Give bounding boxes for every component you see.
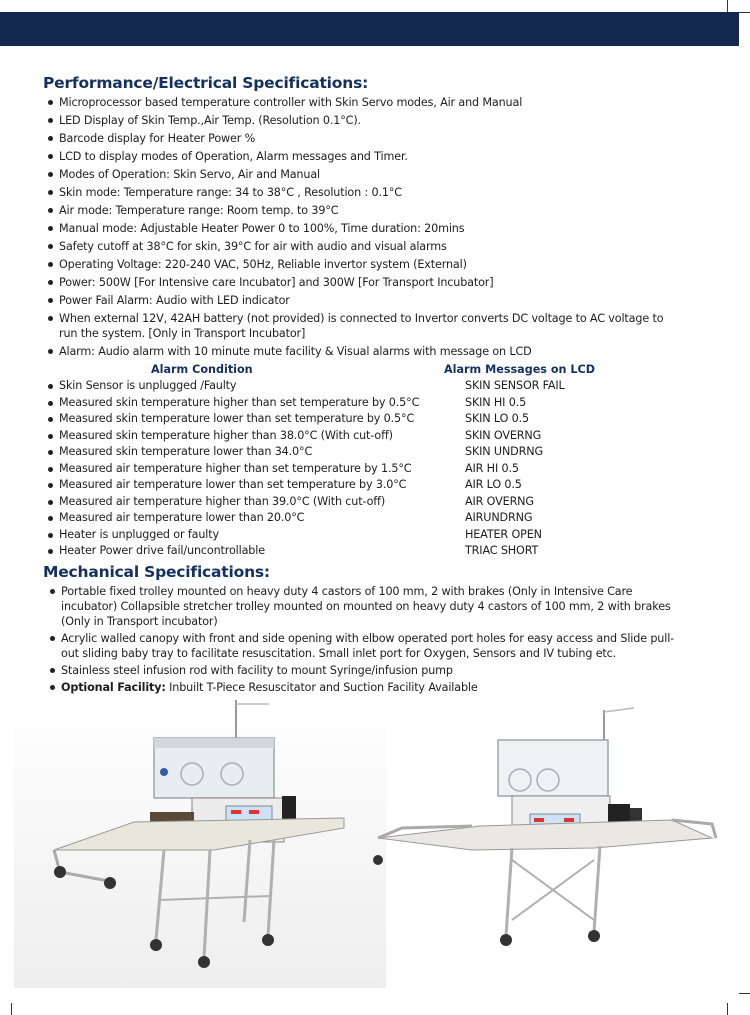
list-item: Barcode display for Heater Power % — [43, 131, 683, 146]
alarm-condition-header: Alarm Condition — [151, 363, 253, 376]
optional-facility-label: Optional Facility: — [61, 681, 166, 694]
list-item: Stainless steel infusion rod with facility to mount Syringe/infusion pump — [48, 663, 678, 678]
alarm-condition: Measured skin temperature lower than 34.0°C — [59, 445, 313, 458]
alarm-message: SKIN LO 0.5 — [465, 412, 529, 425]
list-item: Acrylic walled canopy with front and side opening with elbow operated port holes for easy access and Slide pull-out sliding baby tray to facilitate resuscitation. Small inlet port for Oxygen, Sensors and IV tubing etc. — [48, 631, 678, 661]
list-item: When external 12V, 42AH battery (not provided) is connected to Invertor converts DC voltage to AC voltage to run the system. [Only in Transport Incubator] — [43, 311, 679, 341]
list-item: Portable fixed trolley mounted on heavy duty 4 castors of 100 mm, 2 with brakes (Only in Intensive Care incubator) Collapsible stretcher trolley mounted on mounted on heavy duty 4 castors of 100 mm, 2 with brakes (Only in Transport incubator) — [48, 584, 678, 629]
alarm-row — [43, 429, 663, 446]
alarm-message: SKIN SENSOR FAIL — [465, 379, 565, 392]
alarm-row — [43, 379, 663, 396]
alarm-row — [43, 445, 663, 462]
alarm-row — [43, 495, 663, 512]
alarm-condition: Measured skin temperature higher than set temperature by 0.5°C — [59, 395, 420, 409]
crop-mark — [739, 993, 750, 994]
alarm-message: AIR OVERNG — [465, 494, 534, 508]
list-item: Modes of Operation: Skin Servo, Air and Manual — [43, 167, 683, 182]
alarm-message-header: Alarm Messages on LCD — [444, 363, 596, 376]
mechanical-title: Mechanical Specifications: — [43, 563, 270, 581]
alarm-row — [43, 396, 663, 413]
performance-list — [43, 95, 683, 362]
alarm-row — [43, 412, 663, 429]
crop-mark — [727, 0, 728, 12]
crop-mark — [727, 1003, 728, 1015]
alarm-condition: Measured air temperature lower than 20.0°C — [59, 511, 305, 524]
header-bar — [0, 12, 739, 46]
mechanical-list — [48, 584, 678, 697]
performance-title: Performance/Electrical Specifications: — [43, 74, 369, 92]
list-item: Power Fail Alarm: Audio with LED indicator — [43, 293, 683, 308]
alarm-row — [43, 544, 663, 561]
alarm-row — [43, 462, 663, 479]
alarm-message: SKIN HI 0.5 — [465, 395, 527, 409]
incubator-trolley-photo-1 — [14, 700, 386, 988]
list-item: LED Display of Skin Temp.,Air Temp. (Resolution 0.1°C). — [43, 113, 683, 128]
alarm-row — [43, 511, 663, 528]
list-item: Skin mode: Temperature range: 34 to 38°C , Resolution : 0.1°C — [43, 185, 683, 200]
list-item: Safety cutoff at 38°C for skin, 39°C for air with audio and visual alarms — [43, 239, 683, 254]
alarm-message: TRIAC SHORT — [465, 544, 539, 557]
alarm-row — [43, 528, 663, 545]
alarm-message: SKIN UNDRNG — [465, 445, 543, 458]
crop-mark — [739, 12, 750, 13]
list-item: Alarm: Audio alarm with 10 minute mute facility & Visual alarms with message on LCD — [43, 344, 683, 359]
alarm-condition: Measured air temperature higher than set temperature by 1.5°C — [59, 461, 412, 475]
list-item — [48, 680, 678, 695]
optional-facility-text: Inbuilt T-Piece Resuscitator and Suction Facility Available — [165, 681, 478, 694]
list-item: LCD to display modes of Operation, Alarm messages and Timer. — [43, 149, 683, 164]
alarm-condition: Measured skin temperature higher than 38.0°C (With cut-off) — [59, 428, 393, 442]
list-item: Operating Voltage: 220-240 VAC, 50Hz, Reliable invertor system (External) — [43, 257, 683, 272]
alarm-condition: Heater is unplugged or faulty — [59, 527, 219, 541]
alarm-condition: Measured skin temperature lower than set temperature by 0.5°C — [59, 412, 415, 425]
list-item: Manual mode: Adjustable Heater Power 0 to 100%, Time duration: 20mins — [43, 221, 683, 236]
alarm-condition: Skin Sensor is unplugged /Faulty — [59, 379, 237, 392]
incubator-trolley-photo-2 — [372, 700, 720, 950]
crop-mark — [11, 1003, 12, 1015]
alarm-row — [43, 478, 663, 495]
alarm-condition: Measured air temperature higher than 39.0°C (With cut-off) — [59, 494, 386, 508]
alarm-message: AIRUNDRNG — [465, 511, 533, 524]
alarm-condition: Measured air temperature lower than set temperature by 3.0°C — [59, 478, 407, 491]
alarm-message: SKIN OVERNG — [465, 428, 542, 442]
alarm-message: HEATER OPEN — [465, 527, 542, 541]
alarm-condition: Heater Power drive fail/uncontrollable — [59, 544, 265, 557]
alarm-message: AIR LO 0.5 — [465, 478, 522, 491]
list-item: Power: 500W [For Intensive care Incubator] and 300W [For Transport Incubator] — [43, 275, 683, 290]
list-item: Microprocessor based temperature controller with Skin Servo modes, Air and Manual — [43, 95, 683, 110]
alarm-message: AIR HI 0.5 — [465, 461, 519, 475]
list-item: Air mode: Temperature range: Room temp. to 39°C — [43, 203, 683, 218]
